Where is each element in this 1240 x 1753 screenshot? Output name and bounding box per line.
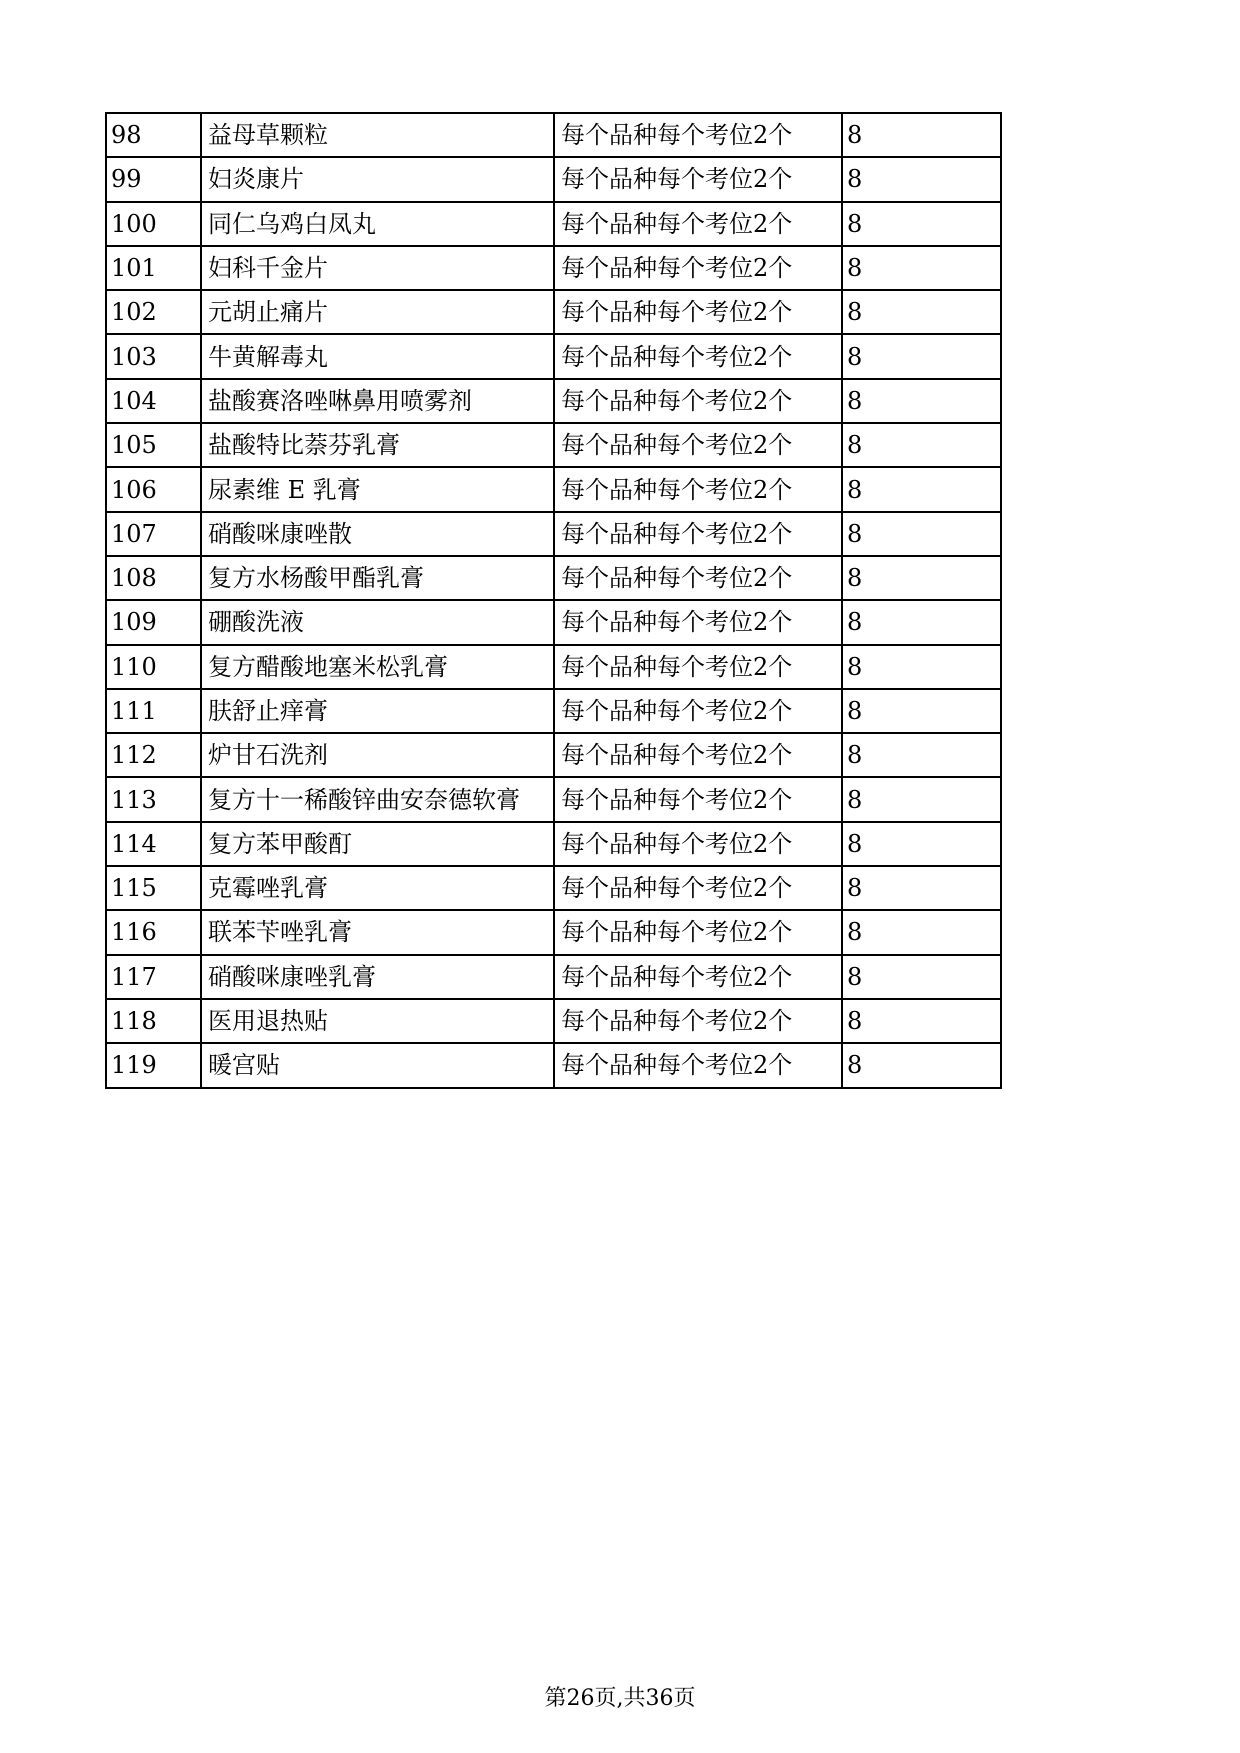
drug-name-cell: 妇科千金片 xyxy=(201,246,554,290)
table-row xyxy=(106,246,1001,290)
table-row xyxy=(106,777,1001,821)
drug-name-cell: 复方十一稀酸锌曲安奈德软膏 xyxy=(201,777,554,821)
table-row xyxy=(106,910,1001,954)
table-row xyxy=(106,822,1001,866)
count-cell: 8 xyxy=(842,910,1001,954)
drug-list-body xyxy=(106,113,1001,1088)
quantity-cell: 每个品种每个考位2个 xyxy=(554,910,842,954)
row-number-cell: 114 xyxy=(106,822,201,866)
count-cell: 8 xyxy=(842,645,1001,689)
table-row xyxy=(106,467,1001,511)
drug-name-cell: 盐酸特比萘芬乳膏 xyxy=(201,423,554,467)
quantity-cell: 每个品种每个考位2个 xyxy=(554,113,842,157)
quantity-cell: 每个品种每个考位2个 xyxy=(554,866,842,910)
table-row xyxy=(106,866,1001,910)
quantity-cell: 每个品种每个考位2个 xyxy=(554,157,842,201)
quantity-cell: 每个品种每个考位2个 xyxy=(554,645,842,689)
table-row xyxy=(106,202,1001,246)
drug-name-cell: 复方苯甲酸酊 xyxy=(201,822,554,866)
quantity-cell: 每个品种每个考位2个 xyxy=(554,290,842,334)
quantity-cell: 每个品种每个考位2个 xyxy=(554,512,842,556)
row-number-cell: 117 xyxy=(106,955,201,999)
drug-name-cell: 硝酸咪康唑散 xyxy=(201,512,554,556)
count-cell: 8 xyxy=(842,556,1001,600)
quantity-cell: 每个品种每个考位2个 xyxy=(554,999,842,1043)
row-number-cell: 102 xyxy=(106,290,201,334)
drug-name-cell: 炉甘石洗剂 xyxy=(201,733,554,777)
drug-name-cell: 硝酸咪康唑乳膏 xyxy=(201,955,554,999)
row-number-cell: 100 xyxy=(106,202,201,246)
row-number-cell: 105 xyxy=(106,423,201,467)
row-number-cell: 115 xyxy=(106,866,201,910)
row-number-cell: 101 xyxy=(106,246,201,290)
drug-name-cell: 盐酸赛洛唑啉鼻用喷雾剂 xyxy=(201,379,554,423)
table-row xyxy=(106,600,1001,644)
table-row xyxy=(106,334,1001,378)
quantity-cell: 每个品种每个考位2个 xyxy=(554,556,842,600)
row-number-cell: 119 xyxy=(106,1043,201,1087)
count-cell: 8 xyxy=(842,955,1001,999)
count-cell: 8 xyxy=(842,423,1001,467)
quantity-cell: 每个品种每个考位2个 xyxy=(554,202,842,246)
quantity-cell: 每个品种每个考位2个 xyxy=(554,467,842,511)
quantity-cell: 每个品种每个考位2个 xyxy=(554,822,842,866)
count-cell: 8 xyxy=(842,202,1001,246)
quantity-cell: 每个品种每个考位2个 xyxy=(554,246,842,290)
count-cell: 8 xyxy=(842,290,1001,334)
drug-name-cell: 肤舒止痒膏 xyxy=(201,689,554,733)
drug-name-cell: 医用退热贴 xyxy=(201,999,554,1043)
row-number-cell: 110 xyxy=(106,645,201,689)
count-cell: 8 xyxy=(842,246,1001,290)
count-cell: 8 xyxy=(842,689,1001,733)
count-cell: 8 xyxy=(842,866,1001,910)
table-row xyxy=(106,290,1001,334)
drug-name-cell: 元胡止痛片 xyxy=(201,290,554,334)
quantity-cell: 每个品种每个考位2个 xyxy=(554,955,842,999)
count-cell: 8 xyxy=(842,512,1001,556)
table-row xyxy=(106,423,1001,467)
table-row xyxy=(106,645,1001,689)
count-cell: 8 xyxy=(842,379,1001,423)
table-row xyxy=(106,556,1001,600)
quantity-cell: 每个品种每个考位2个 xyxy=(554,689,842,733)
count-cell: 8 xyxy=(842,822,1001,866)
table-row xyxy=(106,1043,1001,1087)
drug-name-cell: 复方水杨酸甲酯乳膏 xyxy=(201,556,554,600)
row-number-cell: 108 xyxy=(106,556,201,600)
count-cell: 8 xyxy=(842,157,1001,201)
row-number-cell: 109 xyxy=(106,600,201,644)
drug-name-cell: 联苯苄唑乳膏 xyxy=(201,910,554,954)
count-cell: 8 xyxy=(842,1043,1001,1087)
table-row xyxy=(106,113,1001,157)
table-row xyxy=(106,955,1001,999)
quantity-cell: 每个品种每个考位2个 xyxy=(554,600,842,644)
drug-name-cell: 益母草颗粒 xyxy=(201,113,554,157)
table-row xyxy=(106,733,1001,777)
drug-list-table-container xyxy=(105,112,1002,1089)
row-number-cell: 113 xyxy=(106,777,201,821)
drug-name-cell: 妇炎康片 xyxy=(201,157,554,201)
row-number-cell: 106 xyxy=(106,467,201,511)
quantity-cell: 每个品种每个考位2个 xyxy=(554,423,842,467)
quantity-cell: 每个品种每个考位2个 xyxy=(554,1043,842,1087)
drug-list-table xyxy=(105,112,1002,1089)
row-number-cell: 99 xyxy=(106,157,201,201)
table-row xyxy=(106,512,1001,556)
table-row xyxy=(106,999,1001,1043)
quantity-cell: 每个品种每个考位2个 xyxy=(554,733,842,777)
drug-name-cell: 克霉唑乳膏 xyxy=(201,866,554,910)
count-cell: 8 xyxy=(842,467,1001,511)
count-cell: 8 xyxy=(842,733,1001,777)
count-cell: 8 xyxy=(842,777,1001,821)
table-row xyxy=(106,157,1001,201)
row-number-cell: 112 xyxy=(106,733,201,777)
drug-name-cell: 牛黄解毒丸 xyxy=(201,334,554,378)
quantity-cell: 每个品种每个考位2个 xyxy=(554,777,842,821)
drug-name-cell: 硼酸洗液 xyxy=(201,600,554,644)
count-cell: 8 xyxy=(842,999,1001,1043)
drug-name-cell: 尿素维 E 乳膏 xyxy=(201,467,554,511)
drug-name-cell: 暖宫贴 xyxy=(201,1043,554,1087)
row-number-cell: 98 xyxy=(106,113,201,157)
quantity-cell: 每个品种每个考位2个 xyxy=(554,379,842,423)
row-number-cell: 104 xyxy=(106,379,201,423)
row-number-cell: 116 xyxy=(106,910,201,954)
count-cell: 8 xyxy=(842,600,1001,644)
quantity-cell: 每个品种每个考位2个 xyxy=(554,334,842,378)
row-number-cell: 103 xyxy=(106,334,201,378)
count-cell: 8 xyxy=(842,113,1001,157)
row-number-cell: 107 xyxy=(106,512,201,556)
drug-name-cell: 复方醋酸地塞米松乳膏 xyxy=(201,645,554,689)
drug-name-cell: 同仁乌鸡白凤丸 xyxy=(201,202,554,246)
page-number: 第26页,共36页 xyxy=(544,1686,696,1711)
row-number-cell: 118 xyxy=(106,999,201,1043)
table-row xyxy=(106,689,1001,733)
count-cell: 8 xyxy=(842,334,1001,378)
row-number-cell: 111 xyxy=(106,689,201,733)
table-row xyxy=(106,379,1001,423)
